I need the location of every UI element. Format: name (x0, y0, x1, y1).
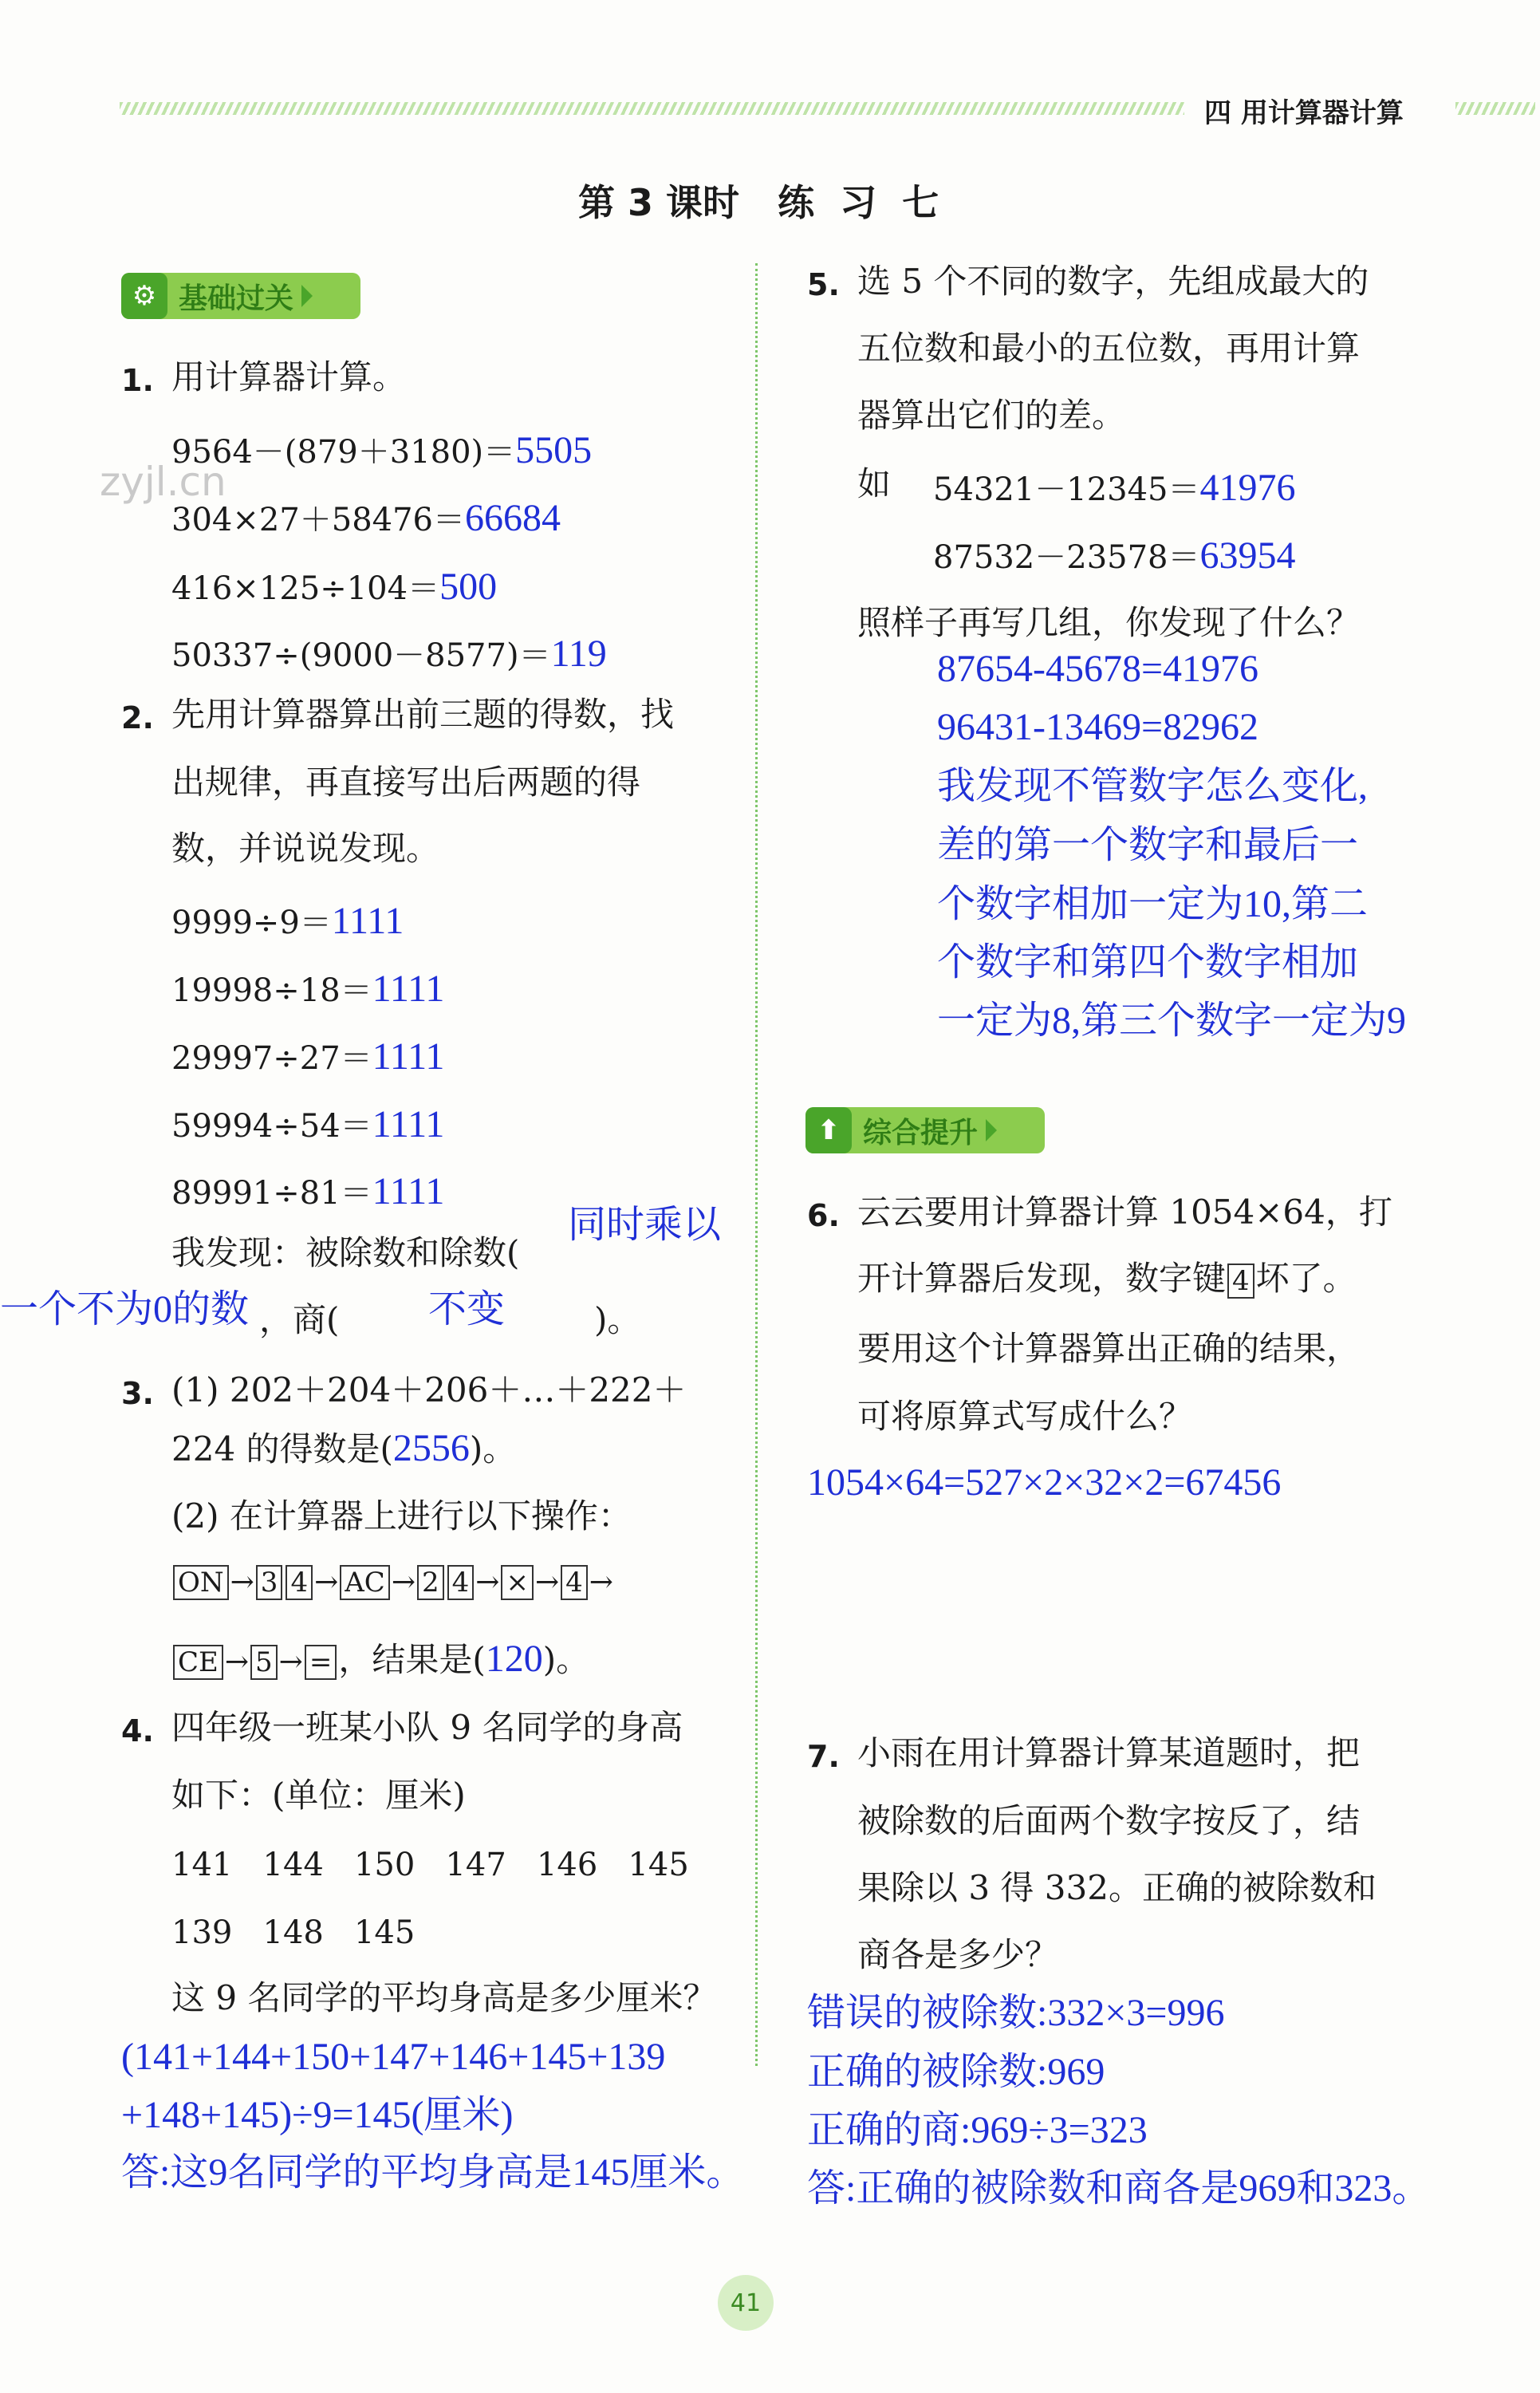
key-4: 4 (447, 1565, 475, 1600)
answer-line: 个数字和第四个数字相加 (937, 941, 1359, 984)
question-prompt-line: 选 5 个不同的数字，先组成最大的 (857, 262, 1369, 301)
q6-line4: 可将原算式写成什么？ (857, 1397, 1193, 1436)
question-number: 5. (807, 267, 840, 302)
finding-answer: 同时乘以 (568, 1204, 722, 1246)
key-ac: AC (340, 1565, 390, 1600)
answer: 5505 (515, 429, 593, 471)
expression: 304×27＋58476＝ (171, 502, 466, 538)
answer-line: 96431-13469=82962 (937, 706, 1259, 748)
question-prompt: 用计算器计算。 (171, 357, 407, 396)
expression: 50337÷(9000－8577)＝ (171, 637, 551, 674)
arrow-icon (986, 1119, 997, 1141)
question-prompt-line: 先用计算器算出前三题的得数，找 (171, 695, 675, 734)
q6-line2 (857, 1259, 1357, 1299)
expression: 54321－12345＝ (933, 471, 1200, 508)
q6-line1: 云云要用计算器计算 1054×64，打 (857, 1193, 1392, 1232)
answer: 119 (550, 633, 607, 675)
question-text: 这 9 名同学的平均身高是多少厘米？ (171, 1978, 717, 2017)
key-sequence-row2: CE → 5 → = ，结果是(120)。 (171, 1640, 589, 1680)
header-stripe-right (1455, 102, 1535, 115)
expression: 19998÷18＝ (171, 972, 372, 1009)
finding-answer: 一个不为0的数 (0, 1288, 250, 1331)
data-row: 141 144 150 147 146 145 (171, 1847, 689, 1883)
answer-line: 差的第一个数字和最后一 (937, 824, 1359, 866)
key-4: 4 (1227, 1264, 1254, 1299)
header-stripe-left (120, 102, 1184, 115)
q1-item-2 (171, 563, 497, 609)
question-prompt-line: 果除以 3 得 332。正确的被除数和 (857, 1868, 1377, 1907)
text: )。 (542, 1640, 590, 1679)
badge-label: 基础过关 (179, 282, 294, 315)
answer-line: 一定为8,第三个数字一定为9 (937, 999, 1407, 1042)
answer: 41976 (1199, 467, 1296, 509)
q2-item-4 (171, 1168, 444, 1213)
answer: 63954 (1199, 534, 1296, 577)
text: 坏了。 (1255, 1259, 1357, 1298)
q1-item-1 (171, 495, 561, 540)
answer-line: 1054×64=527×2×32×2=67456 (807, 1461, 1282, 1504)
upload-icon: ⬆ (805, 1107, 852, 1153)
answer-line: 正确的商:969÷3=323 (807, 2109, 1148, 2151)
answer-line: 个数字相加一定为10,第二 (937, 883, 1369, 925)
expression: 416×125÷104＝ (171, 570, 440, 607)
answer: 1111 (372, 1035, 445, 1078)
q5-example-1 (933, 532, 1296, 578)
expression: 9999÷9＝ (171, 905, 332, 941)
watermark: zyjl.cn (100, 459, 226, 505)
expression: 87532－23578＝ (933, 539, 1200, 576)
answer-line: 错误的被除数:332×3=996 (807, 1992, 1225, 2034)
expression: 59994÷54＝ (171, 1108, 372, 1145)
question-prompt-line: 四年级一班某小队 9 名同学的身高 (171, 1708, 683, 1747)
q1-item-0 (171, 427, 592, 472)
question-prompt-line: 五位数和最小的五位数，再用计算 (857, 329, 1361, 368)
answer-line: 87654-45678=41976 (937, 648, 1259, 690)
text: ，结果是( (338, 1640, 486, 1679)
expression: 9564－(879＋3180)＝ (171, 434, 516, 471)
question-prompt-line: 数，并说说发现。 (171, 829, 440, 868)
answer: 120 (485, 1638, 543, 1680)
q2-item-1 (171, 965, 444, 1011)
answer-line: +148+145)÷9=145(厘米) (121, 2094, 514, 2136)
key-ce: CE (173, 1645, 223, 1680)
question-number: 4. (121, 1713, 154, 1748)
answer: 1111 (331, 900, 404, 942)
question-number: 3. (121, 1376, 154, 1411)
text: 224 的得数是( (171, 1429, 393, 1469)
answer: 2556 (392, 1427, 470, 1469)
key-2: 2 (417, 1565, 444, 1600)
q3-part1-line1: (1) 202＋204＋206＋…＋222＋ (171, 1370, 687, 1409)
expression: 89991÷81＝ (171, 1175, 372, 1212)
answer: 500 (439, 566, 498, 608)
answer-line: 答:正确的被除数和商各是969和323。 (807, 2167, 1431, 2210)
key-equals: = (305, 1645, 337, 1680)
key-4: 4 (286, 1565, 313, 1600)
answer-line: 答:这9名同学的平均身高是145厘米。 (121, 2151, 745, 2194)
finding-answer: 不变 (428, 1288, 506, 1331)
question-prompt-line: 被除数的后面两个数字按反了，结 (857, 1801, 1361, 1840)
key-sequence-row1: ON → 3 4 → AC → 2 4 → × → 4 → (171, 1565, 613, 1600)
text: 开计算器后发现，数字键 (857, 1259, 1227, 1298)
arrow-icon (301, 285, 313, 307)
section-badge-comprehensive (805, 1107, 1045, 1153)
answer: 66684 (465, 497, 561, 539)
key-multiply: × (501, 1565, 534, 1600)
chapter-header: 四 用计算器计算 (1204, 97, 1404, 129)
question-number: 7. (807, 1739, 840, 1774)
question-number: 1. (121, 363, 154, 398)
answer-line: 我发现不管数字怎么变化, (937, 765, 1369, 807)
question-prompt-line: 器算出它们的差。 (857, 396, 1126, 435)
column-divider (755, 263, 758, 2066)
section-badge-basic (121, 273, 360, 319)
followup: 照样子再写几组，你发现了什么？ (857, 603, 1361, 642)
finding-prefix: 我发现：被除数和除数( (171, 1233, 520, 1272)
answer: 1111 (372, 1170, 445, 1212)
q5-example-0 (933, 464, 1296, 510)
page-title: 第 3 课时 练 习 七 (578, 181, 939, 224)
q1-item-3 (171, 630, 607, 676)
q2-item-2 (171, 1033, 444, 1078)
gear-icon: ⚙ (121, 273, 167, 319)
badge-label: 综合提升 (863, 1116, 979, 1149)
question-number: 6. (807, 1198, 840, 1233)
answer-line: 正确的被除数:969 (807, 2051, 1105, 2093)
answer: 1111 (372, 968, 445, 1010)
answer-line: (141+144+150+147+146+145+139 (121, 2036, 666, 2078)
question-prompt-line: 出规律，再直接写出后两题的得 (171, 763, 641, 802)
question-prompt-line: 小雨在用计算器计算某道题时，把 (857, 1733, 1361, 1772)
expression: 29997÷27＝ (171, 1040, 372, 1077)
q6-line3: 要用这个计算器算出正确的结果， (857, 1329, 1361, 1368)
finding-mid: ，商( (259, 1300, 340, 1339)
page-number: 41 (718, 2275, 774, 2331)
q3-part2: (2) 在计算器上进行以下操作： (171, 1496, 632, 1536)
q2-item-3 (171, 1101, 444, 1146)
q2-item-0 (171, 897, 404, 943)
key-4: 4 (561, 1565, 588, 1600)
question-prompt-line: 如下：(单位：厘米) (171, 1776, 466, 1815)
data-row: 139 148 145 (171, 1914, 416, 1951)
key-on: ON (173, 1565, 229, 1600)
q3-part1-line2 (171, 1429, 516, 1468)
key-3: 3 (256, 1565, 283, 1600)
answer: 1111 (372, 1103, 445, 1145)
text: )。 (469, 1429, 517, 1469)
question-prompt-line: 商各是多少？ (857, 1935, 1059, 1974)
key-5: 5 (250, 1645, 278, 1680)
finding-suffix: )。 (594, 1300, 641, 1339)
example-label: 如 (857, 464, 892, 503)
question-number: 2. (121, 700, 154, 735)
